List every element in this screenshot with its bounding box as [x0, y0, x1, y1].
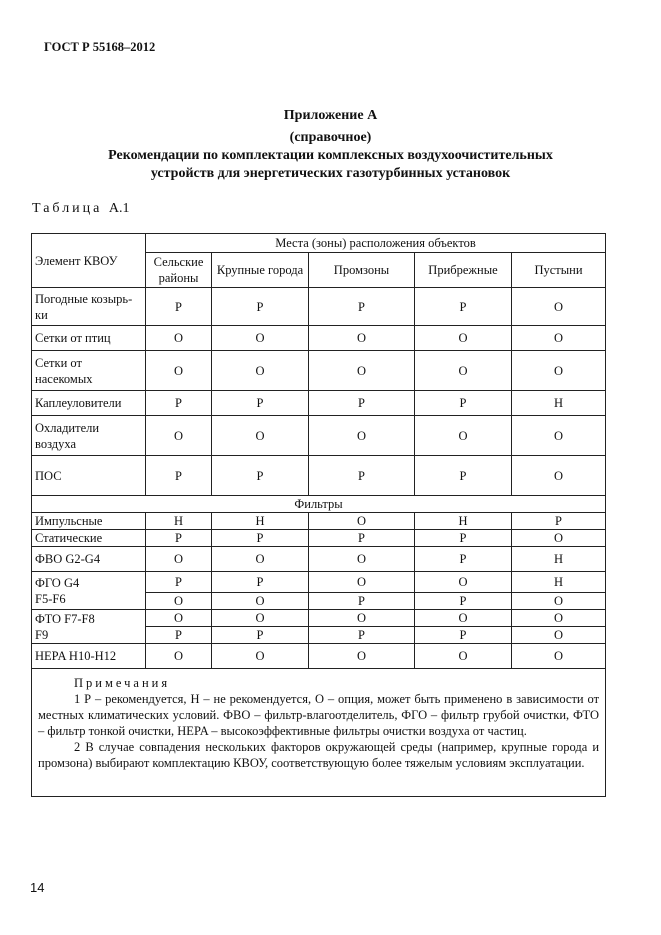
value-cell: О — [146, 593, 212, 610]
table-label-word: Таблица — [32, 201, 103, 216]
value-cell: Р — [415, 593, 512, 610]
table-row — [32, 416, 606, 456]
value-cell: Р — [146, 530, 212, 547]
value-cell: О — [309, 416, 415, 456]
value-cell: О — [309, 547, 415, 572]
value-cell: О — [415, 416, 512, 456]
value-cell: Р — [512, 513, 606, 530]
page-number: 14 — [30, 880, 45, 895]
value-cell: Р — [309, 288, 415, 326]
value-cell: Р — [212, 391, 309, 416]
filters-section-heading: Фильтры — [32, 496, 606, 513]
value-cell: О — [309, 351, 415, 391]
element-name: ПОС — [32, 456, 146, 496]
annex-subtitle-line1: Рекомендации по комплектации комплексных воздухоочистительных — [108, 148, 553, 163]
element-name-line1: ФТО F7-F8 — [35, 611, 95, 626]
table-row — [32, 513, 606, 530]
value-cell: О — [415, 326, 512, 351]
value-cell: О — [146, 644, 212, 669]
value-cell: О — [512, 456, 606, 496]
table-row — [32, 644, 606, 669]
annex-subtitle-line2: устройств для энергетических газотурбинных установок — [150, 166, 511, 181]
value-cell: Р — [309, 593, 415, 610]
value-cell: Р — [415, 530, 512, 547]
element-name — [32, 610, 146, 644]
zone-header: Крупные города — [212, 253, 309, 288]
element-name: Импульсные — [32, 513, 146, 530]
table-label — [32, 201, 130, 217]
value-cell: О — [212, 326, 309, 351]
value-cell: О — [512, 326, 606, 351]
value-cell: Р — [415, 547, 512, 572]
element-name: HEPA H10-H12 — [32, 644, 146, 669]
value-cell: О — [212, 593, 309, 610]
value-cell: О — [512, 416, 606, 456]
value-cell: Р — [309, 456, 415, 496]
value-cell: О — [212, 547, 309, 572]
value-cell: Р — [415, 627, 512, 644]
value-cell: Р — [146, 572, 212, 593]
zone-header: Прибрежные — [415, 253, 512, 288]
value-cell: Р — [415, 456, 512, 496]
value-cell: Р — [309, 391, 415, 416]
column-header-element: Элемент КВОУ — [32, 234, 146, 288]
value-cell: Н — [146, 513, 212, 530]
value-cell: О — [309, 326, 415, 351]
value-cell: О — [212, 416, 309, 456]
value-cell: Р — [212, 288, 309, 326]
element-name: Статические — [32, 530, 146, 547]
value-cell: Н — [212, 513, 309, 530]
zone-header: Промзоны — [309, 253, 415, 288]
value-cell: Р — [212, 456, 309, 496]
value-cell: Р — [212, 572, 309, 593]
value-cell: О — [512, 530, 606, 547]
element-name: Охладители воздуха — [32, 416, 146, 456]
table-label-number: А.1 — [108, 201, 130, 216]
element-name: Погодные козырь-ки — [32, 288, 146, 326]
value-cell: О — [309, 513, 415, 530]
value-cell: Н — [512, 391, 606, 416]
value-cell: О — [512, 644, 606, 669]
value-cell: О — [146, 326, 212, 351]
value-cell: О — [415, 572, 512, 593]
column-group-header: Места (зоны) расположения объектов — [146, 234, 606, 253]
notes-caption: Примечания — [74, 676, 171, 690]
note-2: 2 В случае совпадения нескольких факторов окружающей среды (например, крупные города и промзона) выбирают комплектацию КВОУ, соответствующую более тяжелым условиям эксплуатации. — [38, 740, 600, 770]
value-cell: О — [512, 288, 606, 326]
table-row — [32, 288, 606, 326]
value-cell: О — [415, 351, 512, 391]
value-cell: О — [309, 644, 415, 669]
notes-row — [32, 669, 606, 797]
zone-header: Пустыни — [512, 253, 606, 288]
element-name-line2: F9 — [35, 627, 49, 642]
value-cell: Р — [309, 627, 415, 644]
annex-status: (справочное) — [289, 130, 372, 145]
table-row — [32, 391, 606, 416]
value-cell: О — [512, 610, 606, 627]
value-cell: Р — [415, 288, 512, 326]
table-header-row — [32, 234, 606, 253]
table-notes — [32, 669, 606, 797]
table-row — [32, 530, 606, 547]
value-cell: О — [212, 351, 309, 391]
value-cell: О — [212, 610, 309, 627]
value-cell: О — [512, 627, 606, 644]
value-cell: О — [512, 593, 606, 610]
annex-title: Приложение А — [283, 108, 378, 123]
value-cell: Р — [212, 530, 309, 547]
value-cell: Р — [146, 627, 212, 644]
value-cell: О — [212, 644, 309, 669]
value-cell: О — [146, 610, 212, 627]
standard-designation: ГОСТ Р 55168–2012 — [44, 40, 156, 54]
value-cell: О — [146, 547, 212, 572]
element-name — [32, 572, 146, 610]
value-cell: Р — [212, 627, 309, 644]
value-cell: Н — [415, 513, 512, 530]
value-cell: О — [146, 351, 212, 391]
table-row — [32, 610, 606, 627]
element-name: Сетки от насекомых — [32, 351, 146, 391]
value-cell: Н — [512, 547, 606, 572]
table-row — [32, 547, 606, 572]
element-name-line2: F5-F6 — [35, 591, 66, 606]
section-row — [32, 496, 606, 513]
value-cell: О — [309, 610, 415, 627]
value-cell: О — [512, 351, 606, 391]
zone-header: Сельские районы — [146, 253, 212, 288]
table-row — [32, 351, 606, 391]
value-cell: Р — [415, 391, 512, 416]
element-name-line1: ФГО G4 — [35, 575, 80, 590]
value-cell: Р — [309, 530, 415, 547]
element-name: Каплеуловители — [32, 391, 146, 416]
table-row — [32, 456, 606, 496]
value-cell: О — [415, 610, 512, 627]
value-cell: Р — [146, 288, 212, 326]
value-cell: Р — [146, 456, 212, 496]
value-cell: Р — [146, 391, 212, 416]
table-row — [32, 326, 606, 351]
recommendations-table — [31, 233, 606, 797]
element-name: ФВО G2-G4 — [32, 547, 146, 572]
value-cell: О — [309, 572, 415, 593]
table-row — [32, 572, 606, 593]
note-1: 1 Р – рекомендуется, Н – не рекомендуется, О – опция, может быть применено в зависимости от местных климатических условий. ФВО – фильтр-влагоотделитель, ФГО – фильтр грубой очистки, ФТО – фильтр тонкой очистки, HEPA – высокоэффективные фильтры очистки воздуха от частиц. — [38, 692, 600, 738]
value-cell: О — [415, 644, 512, 669]
value-cell: Н — [512, 572, 606, 593]
element-name: Сетки от птиц — [32, 326, 146, 351]
value-cell: О — [146, 416, 212, 456]
